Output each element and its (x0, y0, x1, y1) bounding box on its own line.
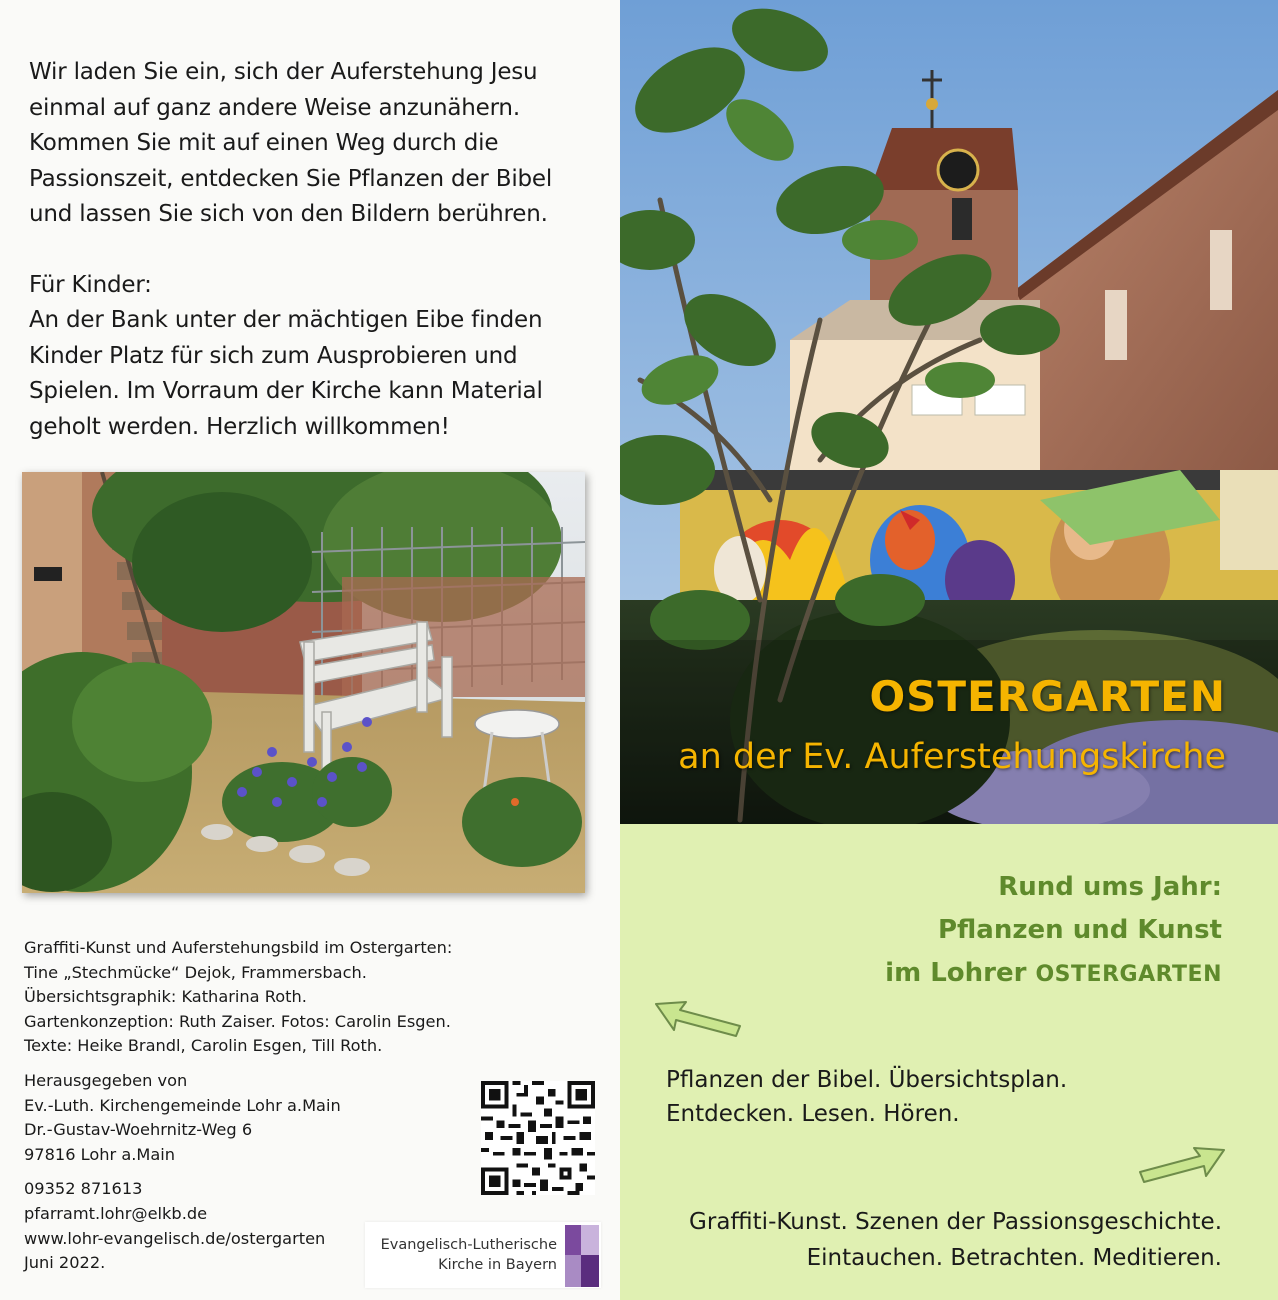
kids-line: Spielen. Im Vorraum der Kirche kann Material (29, 378, 543, 404)
elkb-logo (365, 1222, 601, 1288)
cover-subtitle: an der Ev. Auferstehungskirche (678, 737, 1226, 777)
email-link[interactable]: pfarramt.lohr@elkb.de (24, 1203, 208, 1223)
cover-title: OSTERGARTEN (869, 672, 1226, 721)
intro-line: Passionszeit, entdecken Sie Pflanzen der Bibel (29, 165, 553, 192)
intro-line: Wir laden Sie ein, sich der Auferstehung Jesu (29, 59, 538, 85)
elkb-logo-line: Kirche in Bayern (438, 1257, 557, 1273)
arrow-right-icon (1136, 1146, 1226, 1188)
plants-line: Entdecken. Lesen. Hören. (666, 1101, 960, 1127)
publisher-line: 97816 Lohr a.Main (24, 1144, 176, 1164)
headline-line: Pflanzen und Kunst (937, 915, 1222, 945)
elkb-logo-line: Evangelisch-Lutherische (380, 1237, 557, 1253)
intro-line: und lassen Sie sich von den Bildern berühren. (29, 201, 548, 227)
headline-prefix: im Lohrer (885, 958, 1036, 988)
credit-line: Texte: Heike Brandl, Carolin Esgen, Till Roth. (24, 1036, 383, 1056)
art-path-text (689, 1204, 1222, 1276)
panel-headline (885, 866, 1222, 996)
headline-caps: OSTERGARTEN (1035, 962, 1222, 987)
publisher-line: Herausgegeben von (24, 1070, 188, 1090)
kids-paragraph (29, 268, 604, 446)
kids-line: geholt werden. Herzlich willkommen! (29, 413, 450, 440)
publisher-line: Ev.-Luth. Kirchengemeinde Lohr a.Main (24, 1095, 341, 1115)
credit-line: Graffiti-Kunst und Auferstehungsbild im Ostergarten: (24, 938, 453, 957)
info-panel (620, 824, 1278, 1300)
left-panel (0, 0, 620, 1300)
elkb-cross-icon (565, 1225, 599, 1287)
intro-paragraph (29, 55, 604, 233)
intro-text (29, 55, 604, 445)
credit-line: Übersichtsgraphik: Katharina Roth. (24, 987, 307, 1007)
art-line: Eintauchen. Betrachten. Meditieren. (806, 1245, 1222, 1271)
art-line: Graffiti-Kunst. Szenen der Passionsgeschichte. (689, 1209, 1222, 1235)
credit-line: Gartenkonzeption: Ruth Zaiser. Fotos: Carolin Esgen. (24, 1011, 451, 1031)
publication-date: Juni 2022. (24, 1253, 106, 1273)
garden-bench-photo (22, 472, 585, 893)
publisher-line: Dr.-Gustav-Woehrnitz-Weg 6 (24, 1120, 253, 1140)
plants-line: Pflanzen der Bibel. Übersichtsplan. (666, 1067, 1068, 1093)
headline-line (885, 952, 1222, 996)
qr-code[interactable] (481, 1081, 595, 1195)
headline-line: Rund ums Jahr: (998, 872, 1222, 902)
arrow-left-icon (654, 1000, 744, 1042)
elkb-logo-text (375, 1235, 557, 1275)
church-garden-photo (620, 0, 1278, 824)
credits-block (24, 936, 484, 1059)
right-panel (620, 0, 1278, 1300)
intro-line: Kommen Sie mit auf einen Weg durch die (29, 130, 499, 156)
website-link[interactable]: www.lohr-evangelisch.de/ostergarten (24, 1228, 326, 1248)
kids-heading: Für Kinder: (29, 271, 152, 298)
credit-line: Tine „Stechmücke“ Dejok, Frammersbach. (24, 962, 367, 982)
phone-number: 09352 871613 (24, 1179, 143, 1199)
kids-line: Kinder Platz für sich zum Ausprobieren und (29, 342, 518, 369)
plants-path-text (666, 1063, 1067, 1131)
intro-line: einmal auf ganz andere Weise anzunähern. (29, 94, 520, 121)
kids-line: An der Bank unter der mächtigen Eibe finden (29, 307, 543, 333)
publisher-block (24, 1069, 484, 1167)
